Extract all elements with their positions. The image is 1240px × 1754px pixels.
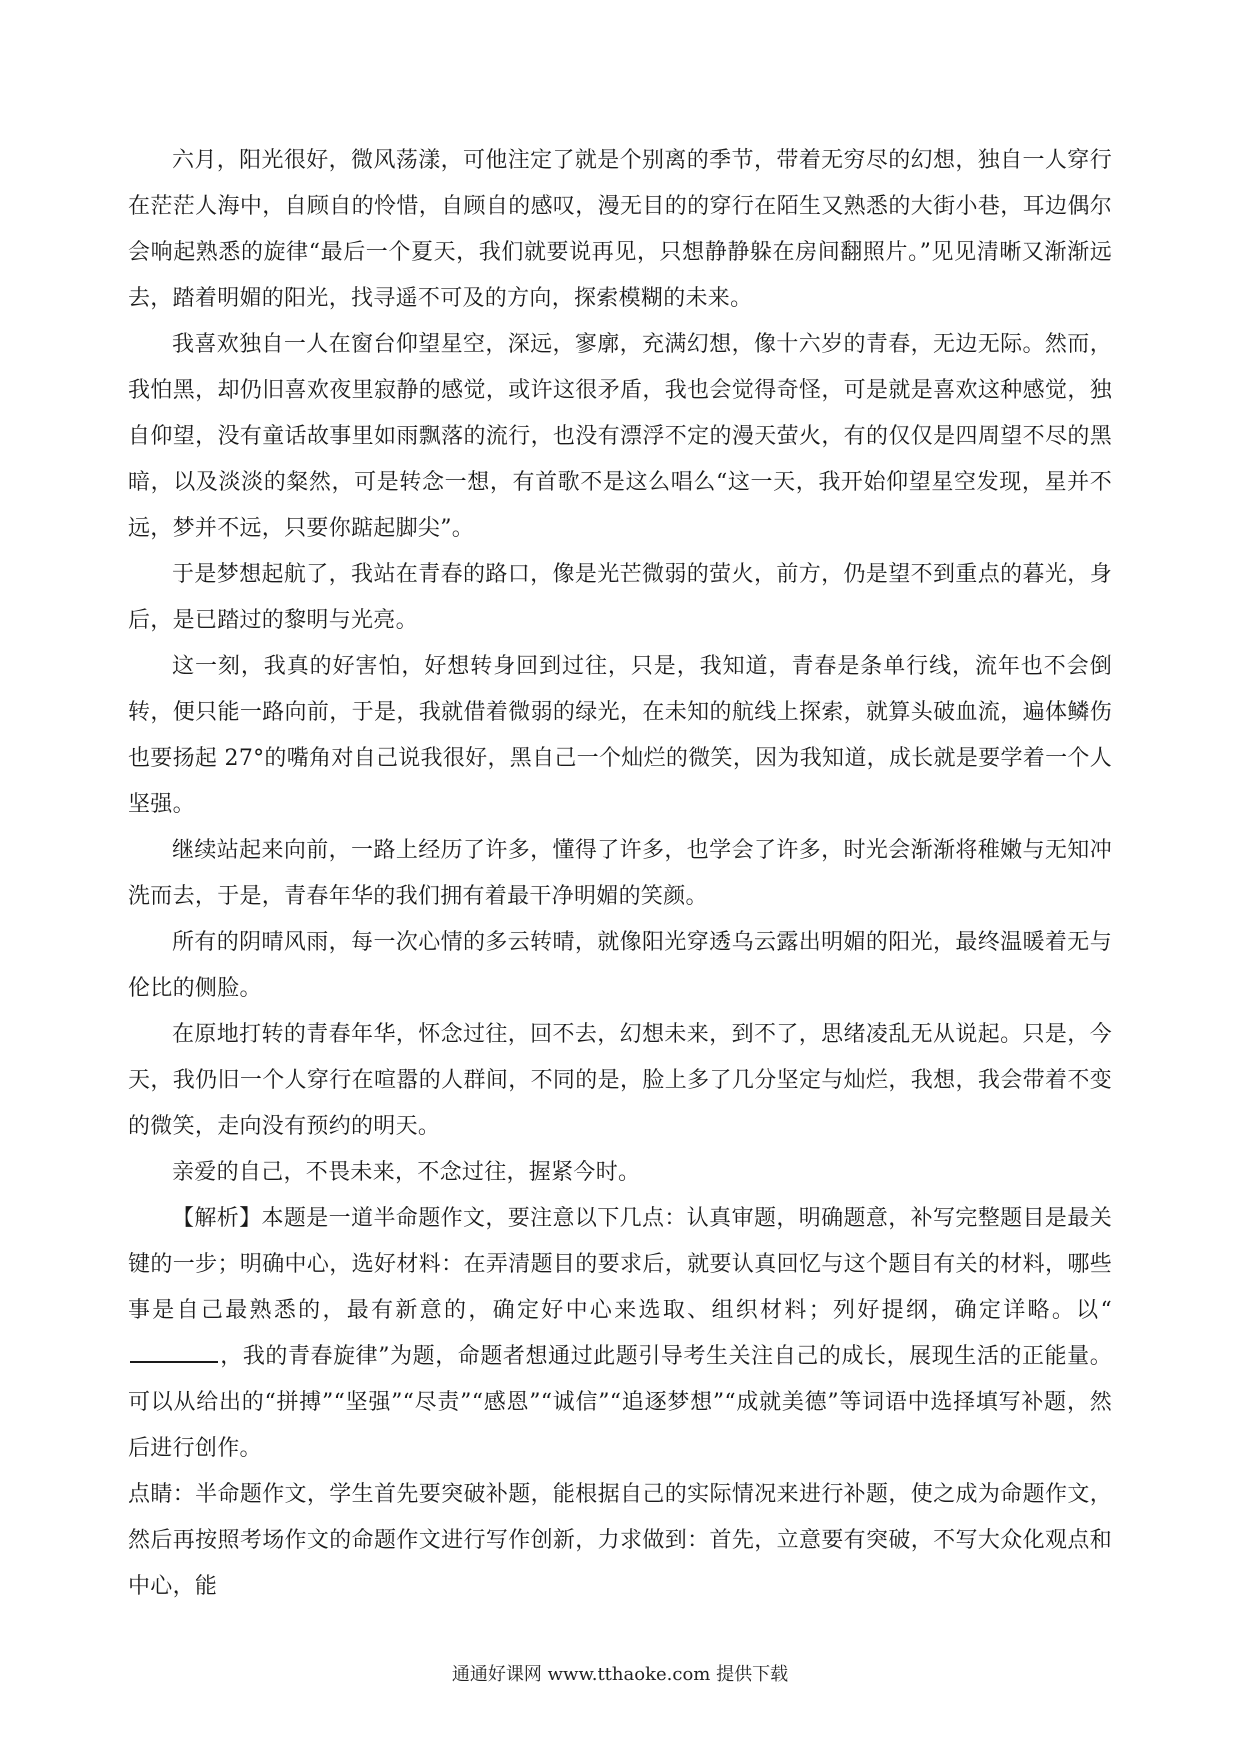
essay-paragraph-6: 所有的阴晴风雨，每一次心情的多云转晴，就像阳光穿透乌云露出明媚的阳光，最终温暖着无与伦比的侧脸。 [128,930,1112,1001]
essay-paragraph-8: 亲爱的自己，不畏未来，不念过往，握紧今时。 [172,1160,641,1185]
document-body [128,138,1112,1610]
essay-paragraph-7: 在原地打转的青春年华，怀念过往，回不去，幻想未来，到不了，思绪凌乱无从说起。只是，今天，我仍旧一个人穿行在喧嚣的人群间，不同的是，脸上多了几分坚定与灿烂，我想，我会带着不变的微笑，走向没有预约的明天。 [128,1022,1112,1139]
essay-paragraph-5: 继续站起来向前，一路上经历了许多，懂得了许多，也学会了许多，时光会渐渐将稚嫩与无知冲洗而去，于是，青春年华的我们拥有着最干净明媚的笑颜。 [128,838,1112,909]
essay-paragraph-4: 这一刻，我真的好害怕，好想转身回到过往，只是，我知道，青春是条单行线，流年也不会倒转，便只能一路向前，于是，我就借着微弱的绿光，在未知的航线上探索，就算头破血流，遍体鳞伤也要扬起 27°的嘴角对自己说我很好，黑自己一个灿烂的微笑，因为我知道，成长就是要学着一个人坚强。 [128,654,1112,817]
essay-paragraph-3: 于是梦想起航了，我站在青春的路口，像是光芒微弱的萤火，前方，仍是望不到重点的暮光，身后，是已踏过的黎明与光亮。 [128,562,1112,633]
analysis-text-end: ，我的青春旋律”为题，命题者想通过此题引导考生关注自己的成长，展现生活的正能量。可以从给出的“拼搏”“坚强”“尽责”“感恩”“诚信”“追逐梦想”“成就美德”等词语中选择填写补题，然后进行创作。 [128,1344,1112,1461]
analysis-paragraph [128,1196,1112,1472]
page-footer: 通通好课网 www.tthaoke.com 提供下载 [451,1664,789,1685]
essay-paragraph-1: 六月，阳光很好，微风荡漾，可他注定了就是个别离的季节，带着无穷尽的幻想，独自一人穿行在茫茫人海中，自顾自的怜惜，自顾自的感叹，漫无目的的穿行在陌生又熟悉的大街小巷，耳边偶尔会响起熟悉的旋律“最后一个夏天，我们就要说再见，只想静静躲在房间翻照片。”见见清晰又渐渐远去，踏着明媚的阳光，找寻遥不可及的方向，探索模糊的未来。 [128,148,1112,311]
tip-paragraph: 点睛：半命题作文，学生首先要突破补题，能根据自己的实际情况来进行补题，使之成为命题作文，然后再按照考场作文的命题作文进行写作创新，力求做到：首先，立意要有突破，不写大众化观点和中心，能 [128,1482,1112,1599]
essay-paragraph-2: 我喜欢独自一人在窗台仰望星空，深远，寥廓，充满幻想，像十六岁的青春，无边无际。然而，我怕黑，却仍旧喜欢夜里寂静的感觉，或许这很矛盾，我也会觉得奇怪，可是就是喜欢这种感觉，独自仰望，没有童话故事里如雨飘落的流行，也没有漂浮不定的漫天萤火，有的仅仅是四周望不尽的黑暗，以及淡淡的粲然，可是转念一想，有首歌不是这么唱么“这一天，我开始仰望星空发现，星并不远，梦并不远，只要你踮起脚尖”。 [128,332,1112,541]
title-blank-line [130,1339,218,1363]
analysis-text-start: 【解析】本题是一道半命题作文，要注意以下几点：认真审题，明确题意，补写完整题目是最关键的一步；明确中心，选好材料：在弄清题目的要求后，就要认真回忆与这个题目有关的材料，哪些事是自己最熟悉的，最有新意的，确定好中心来选取、组织材料；列好提纲，确定详略。以“ [128,1206,1112,1323]
